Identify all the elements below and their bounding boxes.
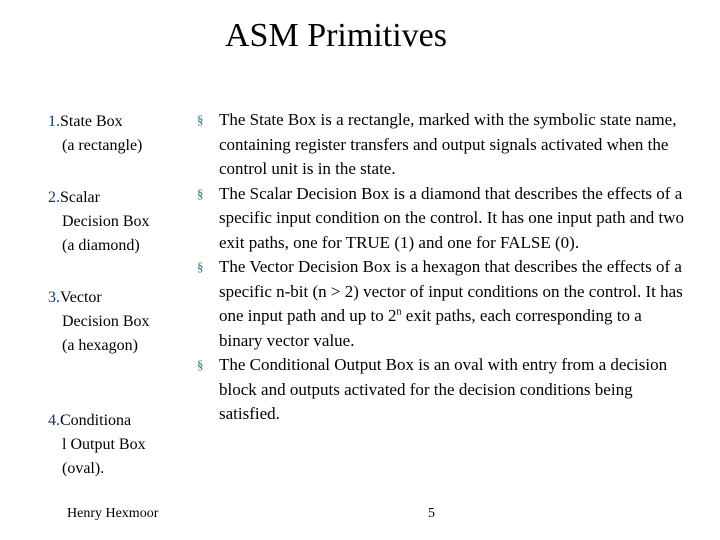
item-label: (a hexagon)	[62, 337, 138, 354]
left-item-state-box	[48, 110, 142, 158]
left-item-vector-decision-box	[48, 286, 150, 358]
bullet-list	[197, 108, 687, 427]
item-label: State Box	[60, 113, 123, 130]
bullet-text: The Vector Decision Box is a hexagon that describes the effects of a specific n-bit (n > 2) vector of input conditions on the control. It has one input path and up to 2	[219, 257, 683, 325]
item-label: (a rectangle)	[62, 137, 143, 154]
item-number: 4.	[48, 412, 60, 429]
item-label: Decision Box	[62, 213, 150, 230]
left-item-conditional-output-box	[48, 409, 146, 481]
bullet-item	[197, 353, 687, 427]
left-item-scalar-decision-box	[48, 186, 150, 258]
bullet-text: The Scalar Decision Box is a diamond that describes the effects of a specific input condition on the control. It has one input path and two exit paths, one for TRUE (1) and one for FALSE (0).	[219, 183, 685, 252]
item-label: l Output Box	[62, 436, 146, 453]
item-number: 1.	[48, 113, 60, 130]
footer-author: Henry Hexmoor	[67, 506, 159, 521]
item-label: Conditiona	[60, 412, 132, 429]
bullet-marker-icon: §	[197, 185, 204, 201]
item-label: Scalar	[60, 189, 100, 206]
bullet-item	[197, 255, 687, 353]
item-label: Decision Box	[62, 313, 150, 330]
superscript: n	[396, 306, 402, 318]
item-number: 2.	[48, 189, 60, 206]
item-label: (oval).	[62, 460, 105, 477]
bullet-item	[197, 108, 687, 182]
slide-title: ASM Primitives	[225, 17, 447, 54]
item-label: Vector	[60, 289, 102, 306]
bullet-marker-icon: §	[197, 259, 204, 274]
bullet-text: The State Box is a rectangle, marked with the symbolic state name, containing register transfers and output signals activated when the control unit is in the state.	[219, 110, 677, 178]
bullet-item	[197, 182, 687, 256]
bullet-text: The Conditional Output Box is an oval with entry from a decision block and outputs activated for the decision conditions being satisfied.	[219, 355, 668, 423]
bullet-marker-icon: §	[197, 112, 204, 127]
item-number: 3.	[48, 289, 60, 306]
bullet-marker-icon: §	[197, 357, 204, 372]
footer-page-number: 5	[428, 506, 435, 521]
item-label: (a diamond)	[62, 237, 140, 254]
bullet-text: exit paths, each corresponding to a binary vector value.	[219, 306, 642, 350]
